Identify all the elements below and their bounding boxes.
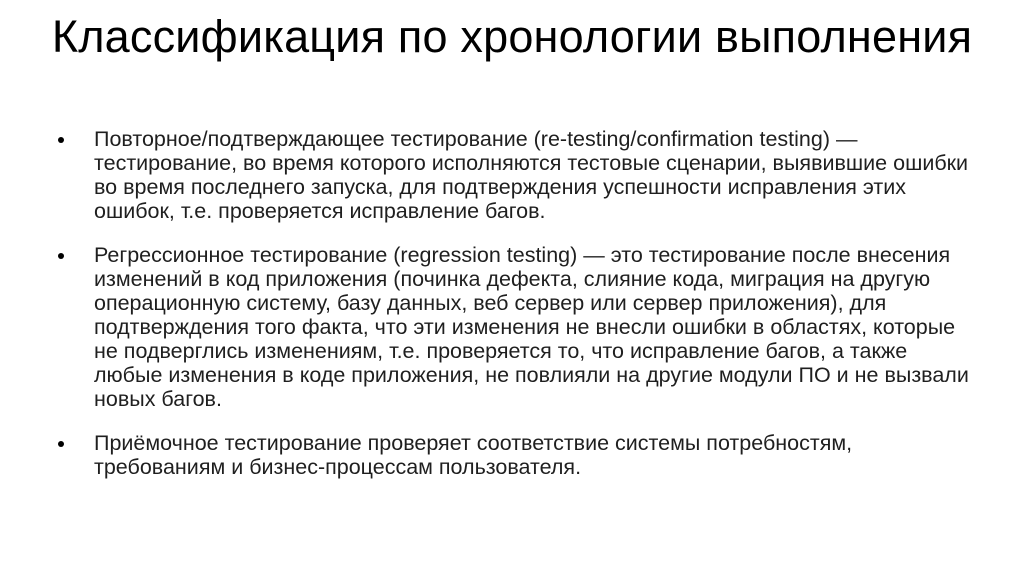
bullet-dot-icon xyxy=(58,137,64,143)
bullet-text: Регрессионное тестирование (regression testing) — это тестирование после внесения изменений в код приложения (починка дефекта, слияние кода, миграция на другую операционную систему, базу данных, веб сервер или сервер приложения), для подтверждения того факта, что эти изменения не внесли ошибки в областях, которые не подверглись изменениям, т.е. проверяется то, что исправление багов, а также любые изменения в коде приложения, не повлияли на другие модули ПО и не вызвали новых багов. xyxy=(94,243,969,411)
bullet-dot-icon xyxy=(58,441,64,447)
bullet-item-acceptance xyxy=(58,431,978,479)
bullet-list xyxy=(58,127,978,499)
bullet-text: Повторное/подтверждающее тестирование (re-testing/confirmation testing) — тестирование, во время которого исполняются тестовые сценарии, выявившие ошибки во время последнего запуска, для подтверждения успешности исправления этих ошибок, т.е. проверяется исправление багов. xyxy=(94,127,969,223)
bullet-dot-icon xyxy=(58,253,64,259)
bullet-item-retesting xyxy=(58,127,978,223)
bullet-text: Приёмочное тестирование проверяет соответствие системы потребностям, требованиям и бизнес-процессам пользователя. xyxy=(94,431,853,479)
slide-title: Классификация по хронологии выполнения xyxy=(51,11,973,62)
bullet-item-regression xyxy=(58,243,978,411)
